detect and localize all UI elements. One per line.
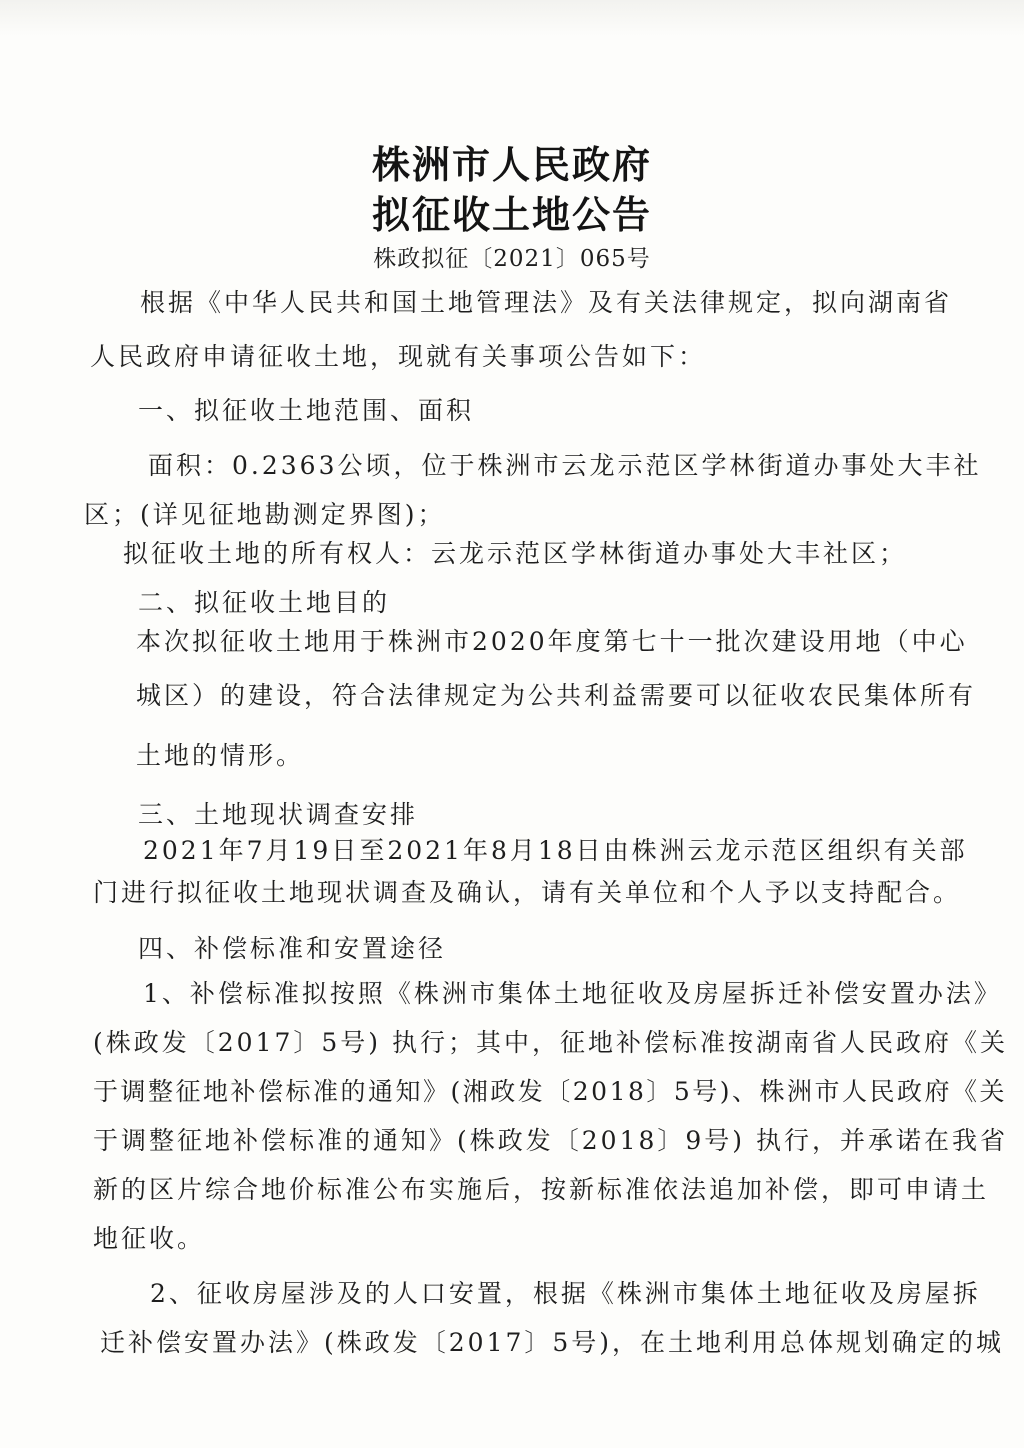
- body-line: 人民政府申请征收土地，现就有关事项公告如下：: [90, 342, 707, 371]
- document-number: 株政拟征〔2021〕065号: [373, 246, 651, 272]
- scan-edge: [0, 0, 1024, 36]
- body-line: 于调整征地补偿标准的通知》(株政发〔2018〕9号) 执行，并承诺在我省: [93, 1126, 1008, 1155]
- body-line: (株政发〔2017〕5号) 执行；其中，征地补偿标准按湖南省人民政府《关: [93, 1028, 1008, 1057]
- body-line: 根据《中华人民共和国土地管理法》及有关法律规定，拟向湖南省: [140, 288, 953, 317]
- document-title-line-1: 株洲市人民政府: [371, 143, 652, 187]
- body-line: 城区）的建设，符合法律规定为公共利益需要可以征收农民集体所有: [136, 681, 977, 710]
- body-line: 1、补偿标准拟按照《株洲市集体土地征收及房屋拆迁补偿安置办法》: [143, 979, 1002, 1008]
- document-title-line-2: 拟征收土地公告: [371, 193, 652, 237]
- section-heading: 二、拟征收土地目的: [138, 588, 391, 617]
- body-line: 于调整征地补偿标准的通知》(湘政发〔2018〕5号)、株洲市人民政府《关: [93, 1077, 1008, 1106]
- body-line: 本次拟征收土地用于株洲市2020年度第七十一批次建设用地（中心: [136, 627, 968, 656]
- body-line: 面积：0.2363公顷，位于株洲市云龙示范区学林街道办事处大丰社: [148, 451, 982, 480]
- body-line: 地征收。: [93, 1224, 206, 1253]
- body-line: 门进行拟征收土地现状调查及确认，请有关单位和个人予以支持配合。: [93, 878, 962, 907]
- body-line: 土地的情形。: [136, 741, 305, 770]
- body-line: 2、征收房屋涉及的人口安置，根据《株洲市集体土地征收及房屋拆: [150, 1279, 981, 1308]
- body-line: 区；(详见征地勘测定界图)；: [84, 500, 446, 529]
- body-line: 新的区片综合地价标准公布实施后，按新标准依法追加补偿，即可申请土: [93, 1175, 990, 1204]
- section-heading: 三、土地现状调查安排: [138, 800, 419, 829]
- section-heading: 一、拟征收土地范围、面积: [138, 396, 475, 425]
- body-line: 迁补偿安置办法》(株政发〔2017〕5号)，在土地利用总体规划确定的城: [100, 1328, 1005, 1357]
- body-line: 拟征收土地的所有权人：云龙示范区学林街道办事处大丰社区；: [123, 539, 908, 568]
- body-line: 2021年7月19日至2021年8月18日由株洲云龙示范区组织有关部: [143, 836, 968, 865]
- section-heading: 四、补偿标准和安置途径: [138, 934, 447, 963]
